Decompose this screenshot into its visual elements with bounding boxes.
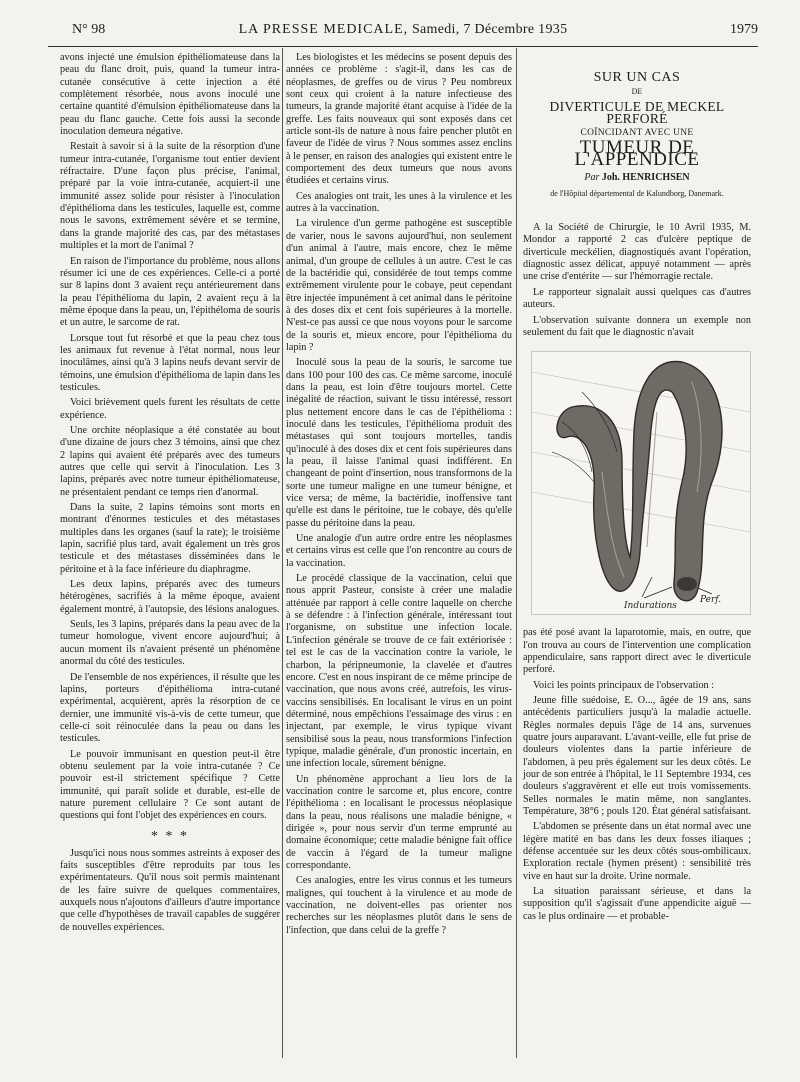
header-rule — [48, 46, 758, 47]
column-2 — [286, 52, 512, 940]
column-divider — [516, 48, 517, 1058]
author-affiliation: de l'Hôpital départemental de Kalundborg, Danemark. — [550, 188, 724, 198]
paragraph: A la Société de Chirurgie, le 10 Avril 1935, M. Mondor a rapporté 2 cas d'ulcère peptique de diverticule meckélien, diagnostiqués avant l'opération, diagnostic assez délicat, appuyé notamment — après une crise d'entérite — sur l'hémorragie rectale. — [523, 222, 751, 283]
paragraph: Jusqu'ici nous nous sommes astreints à exposer des faits susceptibles d'être reproduits par tous les expérimentateurs. Qu'il nous soit permis maintenant de les faire suivre de quelques commentaires, auxquels nous n'ajoutons d'ailleurs d'autre importance que celle d'hypothèses de travail capables de suggérer de nouvelles expériences. — [60, 847, 280, 933]
paragraph: La situation paraissant sérieuse, et dans la supposition qu'il s'agissait d'une appendicite aiguë — cas le plus ordinaire — et probable- — [523, 886, 751, 922]
author-prefix: Par — [584, 172, 600, 184]
paragraph: Inoculé sous la peau de la souris, le sarcome tue dans 100 pour 100 des cas. Ce même sarcome, inoculé dans la peau, est loin d'être toujours mortel. Cette inégalité de réaction, suivant le tissu intéressé, ressort plus nettement encore dans le cas de l'épithélioma : inoculé dans les testicules, l'épithélioma produit des métastases qui sont toujours mortelles, tandis qu'inoculé à des doses dix et cent fois supérieures dans la peau, il laisse l'animal quasi indifférent. En changeant de point d'insertion, nous transformons de la sorte une tumeur maligne en une tumeur bénigne, et vice versa; de même, la bactéridie, inoffensive tant qu'elle est dans le péritoine, tue le cobaye, dès qu'elle passe du péritoine dans la peau. — [286, 357, 512, 529]
figure-label-indurations: Indurations — [624, 601, 677, 612]
paragraph: De l'ensemble de nos expériences, il résulte que les lapins, porteurs d'épithélioma intra-cutané expérimental, acquièrent, après la résorption de ce dernier, une immunité vis-à-vis de cette tumeur, que celle-ci soit réinoculée dans la peau ou dans les testicules. — [60, 671, 280, 745]
page-header — [48, 22, 758, 42]
paragraph: Ces analogies, entre les virus connus et les tumeurs malignes, qui touchent à la virulence et au mode de vaccination, ne doivent-elles pas orienter nos recherches sur les néoplasmes plutôt dans le sens de l'infection, que dans celui de la greffe ? — [286, 875, 512, 936]
paragraph: pas été posé avant la laparotomie, mais, en outre, que l'on trouva au cours de l'intervention une complication appendiculaire, sans rapport direct avec le diverticule perforé. — [523, 627, 751, 676]
article-title-line: DIVERTICULE DE MECKEL PERFORÉ — [549, 98, 725, 127]
paragraph: Voici brièvement quels furent les résultats de cette expérience. — [60, 397, 280, 421]
paragraph: Le procédé classique de la vaccination, celui que nous apprit Pasteur, consiste à créer une maladie atténuée par rapport à celle contre laquelle on cherche à se défendre : à l'infection générale, intéressant tout l'organisme, on substitue une infection locale. L'infection générale se trouve de ce fait extériorisée : tel est le cas de la vaccination contre la variole, le charbon, la péripneumonie, la clavelée et d'autres encore. C'est en nous inspirant de ce même principe de vaccination, que nous avons créé, autrefois, les virus-vaccins sensibilisés. En localisant le virus en un point déterminé, nous empêchions l'essaimage des virus : en injectant, par exemple, le virus typique vivant sensibilisé sous la peau, nous transformions l'infection typique, maladie générale, d'un pronostic incertain, en une infection locale, sûrement bénigne. — [286, 573, 512, 770]
journal-name: LA PRESSE MEDICALE, — [238, 22, 409, 37]
paragraph: Seuls, les 3 lapins, préparés dans la peau avec de la tumeur homologue, vivent encore aujourd'hui; à aucun moment ils n'avaient présenté un phénomène anormal du côté des testicules. — [60, 619, 280, 668]
paragraph: Jeune fille suédoise, E. O..., âgée de 19 ans, sans antécédents particuliers jusqu'à la maladie actuelle. Règles normales depuis l'âge de 14 ans, survenues quatre jours auparavant. L'avant-veille, elle fut prise de douleurs violentes dans la partie inférieure de l'abdomen, à peu près également sur les deux côtés. Le jour de son entrée à l'hôpital, le 11 Septembre 1934, ces douleurs s'aggravèrent et elle eut trois vomissements. Selles normales le matin même, non sanglantes. Température, 38°6 ; pouls 120. État général satisfaisant. — [523, 694, 751, 817]
issue-date: Samedi, 7 Décembre 1935 — [411, 22, 568, 37]
paragraph: Dans la suite, 2 lapins témoins sont morts en montrant d'énormes testicules et des métastases multiples dans les organes (sauf la rate); le troisième lapin, sacrifié plus tard, avait également un très gros testicule et des métastases disséminées dans le péritoine et à la face inférieure du diaphragme. — [60, 502, 280, 575]
article-title-main: TUMEUR DE L'APPENDICE — [574, 136, 700, 171]
column-1 — [60, 52, 280, 937]
paragraph: L'observation suivante donnera un exemple non seulement du fait que le diagnostic n'avait — [523, 314, 751, 338]
paragraph: Une analogie d'un autre ordre entre les néoplasmes et certains virus est celle que l'on rencontre au cours de la vaccination. — [286, 533, 512, 569]
paragraph: Le pouvoir immunisant en question peut-il être obtenu seulement par la voie intra-cutanée ? Ce pouvoir est-il strictement spécifique ? Cette immunité, qui paraît solide et durable, est-elle de nature purement cellulaire ? Ce sont autant de questions qui font l'objet des expériences en cours. — [60, 748, 280, 822]
figure-label-perf: Perf. — [700, 595, 722, 606]
journal-title — [48, 22, 758, 38]
article-author — [523, 172, 751, 184]
intestine-figure — [531, 351, 751, 615]
paragraph: Le rapporteur signalait aussi quelques cas d'autres auteurs. — [523, 286, 751, 311]
paragraph: En raison de l'importance du problème, nous allons résumer ici une de ces expériences. Celle-ci a porté sur 8 lapins dont 3 avaient reçu antérieurement dans la peau l'épithélioma du lapin, 2 avaient reçu à la même époque dans la peau, un, l'épithéloma de souris et un autre, le sarcome de rat. — [60, 255, 280, 329]
article-title-line: COÏNCIDANT AVEC UNE — [580, 128, 694, 139]
perforation-mark — [677, 577, 697, 591]
article-heading — [523, 72, 751, 200]
article-title-line: SUR UN CAS — [593, 70, 681, 85]
paragraph: Restait à savoir si à la suite de la résorption d'une tumeur intra-cutanée, l'organisme tout entier devient réfractaire. D'une façon plus précise, l'animal, préparé par la voie intra-cutanée, acquiert-il une immunité assez solide pour résister à l'inoculation d'épithélioma dans les testicules, laquelle est, comme nous le savons, extrêmement sévère et se termine, dans la grande majorité des cas, par des métastases multiples et la mort de l'animal ? — [60, 141, 280, 252]
paragraph: Une orchite néoplasique a été constatée au bout d'une dizaine de jours chez 3 témoins, ainsi que chez 2 lapins qui avaient été préparés avec des tumeurs autres que celle qui servit à l'inoculation. Les 3 lapins, préparés avec notre tumeur épithéliomateuse, ne présentaient pendant ce temps rien d'anormal. — [60, 424, 280, 498]
page-number: 1979 — [730, 22, 758, 37]
paragraph: avons injecté une émulsion épithéliomateuse dans la peau du flanc droit, puis, quand la tumeur intra-cutanée consécutive à cette injection a été complètement résorbée, nous avons inoculé une certaine quantité d'émulsion épithéliomateuse dans la peau du flanc gauche. Cette fois aussi la seconde inoculation demeura négative. — [60, 52, 280, 138]
paragraph: Voici les points principaux de l'observation : — [533, 679, 715, 691]
section-separator: * * * — [151, 828, 189, 844]
intestine-illustration — [532, 352, 750, 614]
paragraph: La virulence d'un germe pathogène est susceptible de varier, nous le savons aujourd'hui, non seulement d'un animal à l'autre, mais encore, chez le même animal, d'un groupe de cellules à un autre. C'est le cas de la bactéridie qui, considérée de tout temps comme extrêmement virulente pour le cobaye, peut cependant être injectée impunément à cet animal dans le péritoine à des doses dix et cent fois supérieures à la mortelle. N'est-ce pas aussi ce que nous voyons pour le sarcome de la souris et, mieux encore, pour l'épithélioma du lapin ? — [286, 218, 512, 353]
column-divider — [282, 48, 283, 1058]
issue-number: N° 98 — [72, 22, 106, 37]
paragraph: Les biologistes et les médecins se posent depuis des années ce problème : s'agit-il, dans les cas de néoplasmes, de greffes ou de virus ? Peu nombreux sont ceux qui croient à la nature infectieuse des tumeurs, la grande majorité étant acquise à l'idée de la greffe. Les faits nouveaux qui sont exposés dans cet article sont-ils de nature à nous faire pencher plutôt en faveur de l'idée de virus ? Nous sommes assez enclins à le penser, en raison des analogies qui existent entre le comportement des deux tumeurs que nous avons étudiées et certains virus. — [286, 52, 512, 187]
paragraph: Les deux lapins, préparés avec des tumeurs hétérogènes, sacrifiés à la même époque, avaient également montré, à l'autopsie, des lésions analogues. — [60, 579, 280, 615]
paragraph: Lorsque tout fut résorbé et que la peau chez tous les animaux fut revenue à l'état normal, nous leur inoculâmes, ainsi qu'à 3 lapins neufs devant servir de témoins, une émulsion d'épithélioma de lapin dans les testicules. — [60, 332, 280, 393]
paragraph: L'abdomen se présente dans un état normal avec une légère matité en bas dans les deux fosses iliaques ; défense accentuée sur les deux côtés sous-ombilicaux. Exploration rectale (hymen présent) : sensibilité très vive en haut sur la droite. Urine normale. — [523, 821, 751, 882]
paragraph: Un phénomène approchant a lieu lors de la vaccination contre le sarcome et, plus encore, contre l'épithélioma : en localisant le processus néoplasique dans la peau, nous réalisons une maladie bénigne, « dirigée », pour nous servir d'un terme emprunté au domaine économique; cette maladie bénigne fait office de vaccin à l'égard de la tumeur maligne correspondante. — [286, 773, 512, 871]
author-name: Joh. HENRICHSEN — [601, 172, 690, 184]
column-3 — [523, 52, 751, 926]
article-title-line: DE — [631, 87, 643, 97]
paragraph: Ces analogies ont trait, les unes à la virulence et les autres à la vaccination. — [286, 190, 512, 215]
